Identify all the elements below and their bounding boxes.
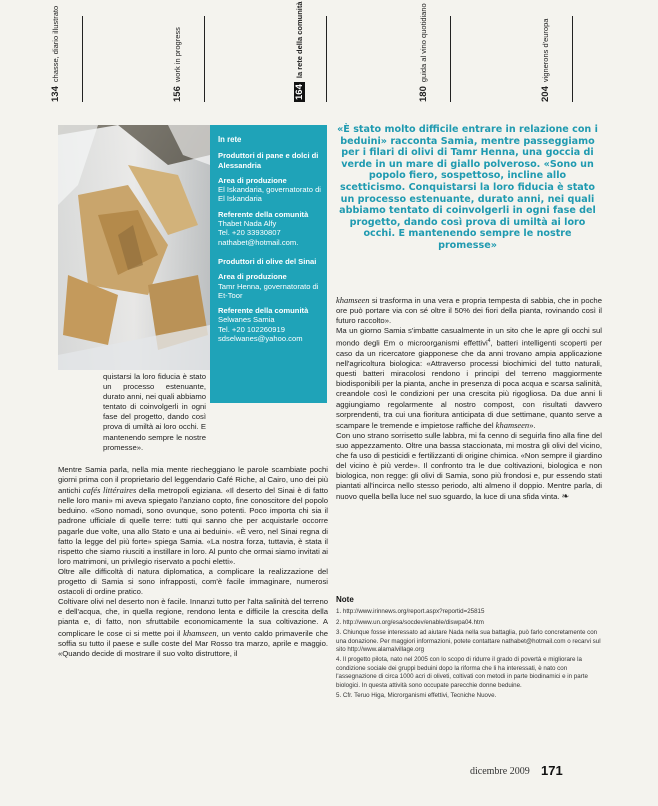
- italic-term: khamseen: [336, 295, 370, 305]
- sidebar-contact-email[interactable]: sdselwanes@yahoo.com: [218, 334, 303, 344]
- footnote-item[interactable]: 1. http://www.irinnews.org/report.aspx?reportid=25815: [336, 608, 485, 616]
- bread-bags-illustration: [58, 125, 210, 370]
- footnote-ref: 4: [487, 338, 491, 345]
- paragraph-text: della metropoli egiziana. «Il deserto del Sinai è di fatto nelle loro mani» mi aveva spiegato l'anziano copto, fine conoscitore del popolo beduino. «Sono nomadi, sono ovunque, sono potenti. Poco importa chi sia il padrone ufficiale di quelle terre: tutti qui sanno che per acquistarle occorre pagarle due volte, una allo Stato e una ai beduini». «È vero, nel Sinai regna di fatto la legge del più forte» spiega Samia. «La nostra forza, tuttavia, è stata il rispetto che siamo riusciti a instillare in loro. Al punto che ormai siamo invitati ai loro matrimoni, un privilegio riservato a pochi eletti».: [58, 486, 328, 566]
- italic-term: khamseen: [183, 627, 217, 638]
- sidebar-block: [218, 176, 321, 204]
- body-text-right: [336, 295, 602, 502]
- body-text-left-top: [103, 372, 206, 453]
- nav-tab-164-current: [294, 1, 327, 102]
- community-sidebar: [210, 125, 327, 403]
- sidebar-contact-tel: Tel. +20 33930807: [218, 228, 281, 238]
- body-text-left: [58, 465, 328, 659]
- paragraph: [336, 295, 602, 326]
- paragraph-text: , batteri intelligenti scoperti per caso da un ricercatore giapponese che da anni trovano ampia applicazione nell'agricoltura biologica: «Attraverso processi biochimici del tutto naturali, questi batteri miracolosi rendono i principi del terreno maggiormente biodisponibili per la pianta, anche in presenza di poca acqua e scarsa salinità, creandole così le condizioni per una crescita più rigogliosa. Da due anni li aggiungiamo regolarmente al nostro compost, con risultati davvero sorprendenti, tra cui una fioritura anticipata di due settimane, quanto serve a scampare le tremende e impietose raffiche del: [336, 338, 602, 430]
- sidebar-contact-name: Thabet Nada Alfy: [218, 219, 277, 229]
- nav-tab-number: 180: [418, 86, 429, 102]
- italic-term: khamseen: [495, 419, 530, 430]
- sidebar-block-text: Tamr Henna, governatorato di Et-Toor: [218, 281, 319, 300]
- footnote-item: 4. Il progetto pilota, nato nel 2005 con lo scopo di ridurre il grado di povertà e migliorare la condizione sociale dei gruppi beduini dopo la riforma che li ha interessati, è nato con l'assegnazione di circa 1000 acri di oliveti, coltivati con metodi in parte biodinamici e in parte biologici. In questa attività sono occupate parecchie donne beduine.: [336, 656, 588, 689]
- end-of-article-icon: ❧: [561, 491, 570, 502]
- paragraph: [336, 431, 602, 503]
- paragraph: [58, 597, 328, 659]
- nav-tab-label: work in progress: [173, 27, 182, 83]
- sidebar-block-title: Area di produzione: [218, 272, 287, 282]
- sidebar-block: [218, 151, 321, 170]
- sidebar-block-title: Produttori di olive del Sinai: [218, 256, 317, 266]
- sidebar-block-title: Referente della comunità: [218, 306, 309, 316]
- sidebar-contact-email[interactable]: nathabet@hotmail.com.: [218, 237, 299, 247]
- paragraph: [58, 465, 328, 567]
- footnote-item: 5. Cfr. Teruo Higa, Microrganismi effettivi, Tecniche Nuove.: [336, 692, 497, 700]
- sidebar-block: [218, 257, 321, 266]
- sidebar-block-title: Referente della comunità: [218, 209, 309, 219]
- nav-tab-204: [540, 16, 573, 102]
- nav-tab-156: [172, 16, 205, 102]
- paragraph-text: ».: [529, 420, 536, 430]
- paragraph-text: Mentre Samia parla, nella mia mente riecheggiano le parole scambiate pochi giorni prima con il proprietario del leggendario Café Riche, al Cairo, uno dei più antichi: [58, 465, 328, 496]
- nav-tab-label: guida al vino quotidiano: [419, 3, 428, 83]
- nav-tab-180: [418, 3, 451, 102]
- footer-date: dicembre 2009: [470, 766, 530, 777]
- nav-tab-number: 156: [172, 86, 183, 102]
- paragraph-text: Coltivare olivi nel deserto non è facile. Innanzi tutto per l'alta salinità del terreno e dell'acqua, che, in quella regione, rendono lenta e difficile la crescita della pianta e, di fatto, non sfruttabile economicamente la sua coltivazione. A complicare le cose ci si mette poi il: [58, 597, 328, 638]
- nav-tab-134: [50, 5, 83, 102]
- nav-tab-label: chasse, diario illustrato: [51, 5, 60, 83]
- paragraph-text: , un vento caldo primaverile che soffia su tutto il paese e sulle coste del Mar Rosso tra marzo, aprile e maggio. «Quando decide di mostrare il suo volto distruttore, il: [58, 628, 328, 658]
- notes-heading: Note: [336, 595, 354, 604]
- paragraph: Oltre alle difficoltà di natura diplomatica, a complicare la realizzazione del progetto di Samia si sono infrapposti, com'è facile immaginare, numerosi ostacoli di ordine pratico.: [58, 566, 328, 597]
- sidebar-heading: In rete: [218, 135, 242, 144]
- paragraph-text: Con uno strano sorrisetto sulle labbra, mi fa cenno di seguirla fino alla fine del suo appezzamento. Oltre una bassa staccionata, mi mostra gli olivi del vicino, che fa uso di pesticidi e fertilizzanti di origine chimica. «Non sempre il giardino del vicino è più verde». Il confronto tra le due coltivazioni, biologica e non biologica, non regge: gli olivi di Samia, sono più frondosi e, pur essendo stati piantati all'incirca nello stesso periodo, alti almeno il doppio. Mentre parla, di nuovo quella bella luce nel suo sguardo, la luce di una sfida vinta.: [336, 430, 602, 502]
- paragraph-text: si trasforma in una vera e propria tempesta di sabbia, che in poche ore può portare via con sé oltre il 50% dei fiori della pianta, rovinando così il futuro raccolto».: [336, 296, 602, 326]
- bread-bags-photo: [58, 125, 210, 370]
- nav-tab-label: la rete della comunità: [295, 1, 304, 79]
- paragraph-text: Ma un giorno Samia s'imbatte casualmente in un sito che le apre gli occhi sul mondo degli Em o microorganismi effettivi: [336, 326, 602, 348]
- footnote-item[interactable]: 2. http://www.un.org/esa/socdev/enable/diswpa04.htm: [336, 618, 484, 626]
- sidebar-block-title: Area di produzione: [218, 175, 287, 185]
- sidebar-contact-tel: Tel. +20 102260919: [218, 324, 285, 334]
- sidebar-block: [218, 306, 321, 343]
- paragraph: quistarsi la loro fiducia è stato un processo estenuante, durato anni, nei quali abbiamo tentato di coinvolgerli in ogni fase del progetto, dando così prova di umiltà ai loro occhi. E mantenendo sempre le nostre promesse».: [103, 372, 207, 452]
- paragraph: [336, 326, 602, 431]
- nav-tab-label: vignerons d'europa: [541, 18, 550, 83]
- nav-tab-number: 134: [50, 86, 61, 102]
- sidebar-block: [218, 210, 321, 247]
- italic-term: cafés littéraires: [82, 485, 137, 496]
- footnotes: [336, 596, 602, 702]
- page-number: 171: [541, 763, 563, 778]
- sidebar-block-text: El Iskandaria, governatorato di El Iskandaria: [218, 185, 321, 204]
- nav-tab-number: 204: [540, 86, 551, 102]
- nav-tab-number: 164: [294, 84, 305, 100]
- footnote-item: 3. Chiunque fosse interessato ad aiutare Nada nella sua battaglia, può farlo concretamente con una donazione. Per maggiori informazioni, potete contattare nathabet@hotmail.com o recarvi sul sito http://www.alamalvillage.org: [336, 629, 601, 654]
- sidebar-block: [218, 272, 321, 300]
- sidebar-block-title: Produttori di pane e dolci di Alessandria: [218, 151, 319, 170]
- sidebar-contact-name: Selwanes Samia: [218, 315, 275, 325]
- pull-quote: «È stato molto difficile entrare in relazione con i beduini» racconta Samia, mentre passeggiamo per i filari di olivi di Tamr Henna, una goccia di verde in un mare di giallo polveroso. «Sono un popolo fiero, sospettoso, incline allo scetticismo. Conquistarsi la loro fiducia è stato un processo estenuante, durato anni, nei quali abbiamo tentato di coinvolgerli in ogni fase del progetto, dando così prova di umiltà ai loro occhi. E mantenendo sempre le nostre promesse»: [337, 124, 598, 251]
